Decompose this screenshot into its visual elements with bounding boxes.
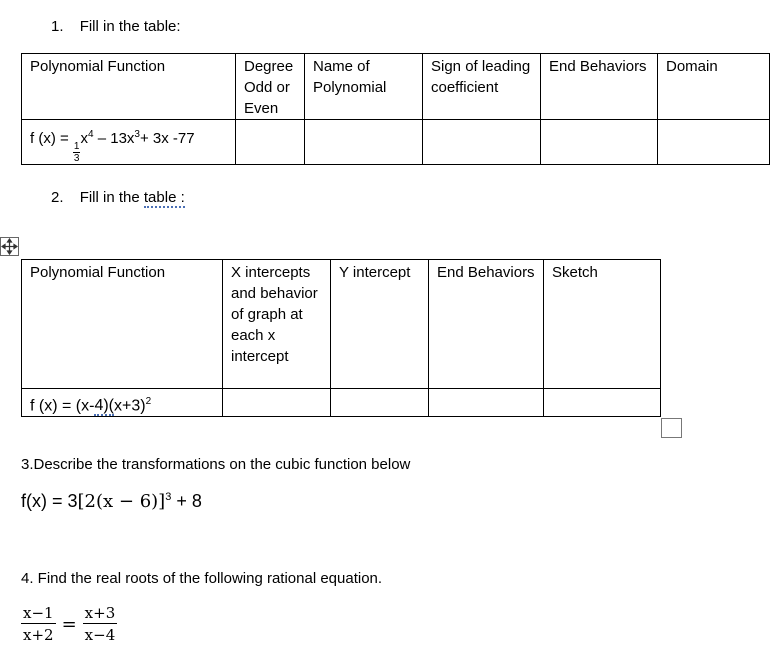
q3-eq-suffix: + 8 <box>171 491 202 511</box>
q1-function-cell <box>22 120 236 165</box>
q1-exp-b: 3 <box>134 129 140 140</box>
q2-header-cell: Polynomial Function <box>22 260 223 389</box>
q1-term-b: – 13x <box>93 130 135 147</box>
q2-answer-cell[interactable] <box>223 389 331 417</box>
q1-header-cell: Domain <box>658 54 770 120</box>
q2-function-cell <box>22 389 223 417</box>
q1-term-a: x <box>80 130 88 147</box>
q3-eq-prefix: f(x) = 3 <box>21 491 78 511</box>
q1-frac-den: 3 <box>73 153 80 164</box>
q1-header-cell: Name of Polynomial <box>305 54 423 120</box>
q3-equation <box>21 491 202 512</box>
q1-exp-a: 4 <box>87 129 94 140</box>
q3-eq-exp: 3 <box>165 491 172 503</box>
q2-function-exp: 2 <box>145 396 152 407</box>
q1-frac-num: 1 <box>73 141 80 152</box>
q2-header-cell: Y intercept <box>331 260 429 389</box>
q4-left-fraction <box>21 603 56 646</box>
q1-number: 1. <box>51 18 64 35</box>
q1-answer-cell[interactable] <box>305 120 423 165</box>
q1-answer-cell[interactable] <box>541 120 658 165</box>
q1-header-cell: Degree Odd or Even <box>236 54 305 120</box>
q2-data-row <box>22 389 661 417</box>
q2-function-prefix: f (x) = (x- <box>30 397 95 415</box>
q1-function-prefix: f (x) = <box>30 130 73 147</box>
q2-header-cell: End Behaviors <box>429 260 544 389</box>
q4-text: 4. Find the real roots of the following rational equation. <box>21 570 383 587</box>
q2-text: Fill in the <box>79 189 144 206</box>
q2-function-marked: 4)( <box>94 397 114 415</box>
q1-header-cell: Sign of leading coefficient <box>423 54 541 120</box>
q1-term-c: + 3x -77 <box>139 130 195 147</box>
q2-header-cell: Sketch <box>544 260 661 389</box>
q1-answer-cell[interactable] <box>423 120 541 165</box>
q2-heading <box>51 189 185 206</box>
q4-right-den: x−4 <box>84 626 116 644</box>
q2-header-cell: X intercepts and behavior of graph at each x intercept <box>223 260 331 389</box>
q2-link-text: table : <box>143 189 185 206</box>
checkbox-icon[interactable] <box>661 418 682 438</box>
q2-answer-cell[interactable] <box>544 389 661 417</box>
q4-left-den: x+2 <box>23 626 54 644</box>
q3-eq-inner: [2(x − 6)] <box>77 491 166 512</box>
q1-text: Fill in the table: <box>79 18 181 35</box>
q2-header-row <box>22 260 661 389</box>
q1-answer-cell[interactable] <box>236 120 305 165</box>
q4-equation <box>21 603 117 646</box>
q4-equals: = <box>61 614 77 635</box>
q2-table <box>21 259 661 417</box>
q1-header-cell: Polynomial Function <box>22 54 236 120</box>
q1-data-row <box>22 120 770 165</box>
move-handle-icon[interactable] <box>0 237 19 256</box>
q2-number: 2. <box>51 189 64 206</box>
q1-answer-cell[interactable] <box>658 120 770 165</box>
q4-left-num: x−1 <box>23 604 54 622</box>
q2-answer-cell[interactable] <box>429 389 544 417</box>
q3-text: 3.Describe the transformations on the cubic function below <box>21 456 411 473</box>
q4-right-num: x+3 <box>84 604 116 622</box>
q1-table <box>21 53 770 165</box>
q1-header-row <box>22 54 770 120</box>
q1-header-cell: End Behaviors <box>541 54 658 120</box>
q2-answer-cell[interactable] <box>331 389 429 417</box>
q2-function-rest: x+3) <box>114 397 146 415</box>
q1-heading <box>51 18 181 35</box>
q4-right-fraction <box>83 603 118 646</box>
